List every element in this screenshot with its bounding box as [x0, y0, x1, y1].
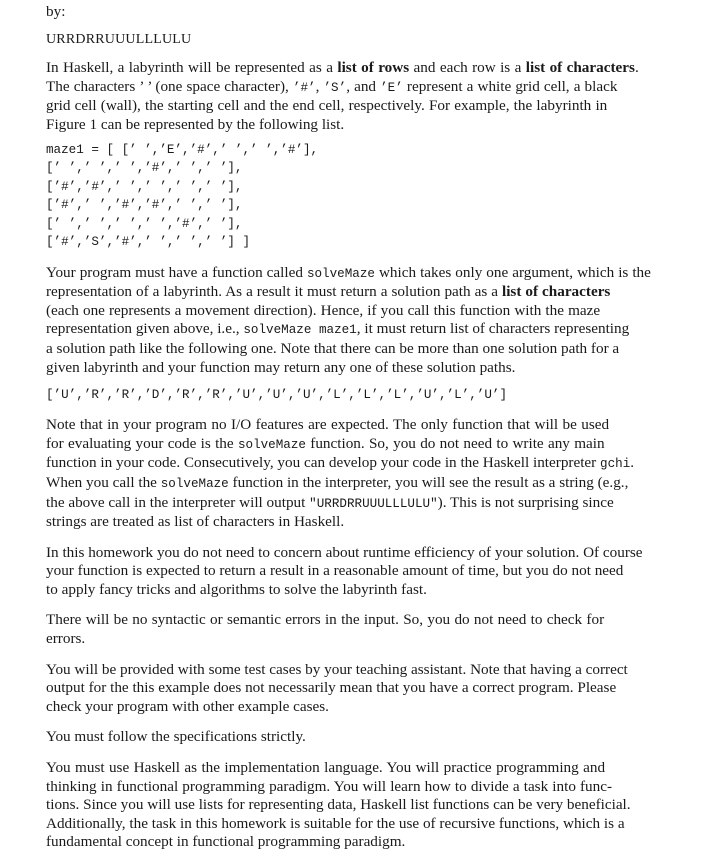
maze-code-block — [46, 141, 673, 252]
haskell-paragraph: You must use Haskell as the implementation language. You will practice programming and thinking in functional programming paradigm. You will learn how to divide a task into func- tions. Since you will use lists for representing data, Haskell list functions can be very beneficial. Additionally, the task in this homework is suitable for the use of recursive functions, which is a fundamental concept in functional programming paradigm. — [46, 759, 631, 851]
maze-line: [’ ’,’ ’,’ ’,’ ’,’#’,’ ’], — [46, 216, 243, 231]
maze-line: maze1 = [ [’ ’,’E’,’#’,’ ’,’ ’,’#’], — [46, 142, 319, 157]
efficiency-paragraph: In this homework you do not need to concern about runtime efficiency of your solution. Of course your function is expected to return a result in a reasonable amount of time, but you do not need to apply fancy tricks and algorithms to solve the labyrinth fast. — [46, 543, 643, 598]
solution-list: [’U’,’R’,’R’,’D’,’R’,’R’,’U’,’U’,’U’,’L’,’L’,’L’,’U’,’L’,’U’] — [46, 388, 508, 403]
solution-string-heading: URRDRRUUULLLULU — [46, 31, 192, 47]
program-paragraph: Your program must have a function called solveMaze which takes only one argument, which is the representation of a labyrinth. As a result it must return a solution path as a list of characters (each one represents a movement direction). Hence, if you call this function with the maze representation given above, i.e., solveMaze maze1, it must return list of characters representing a solution path like the following one. Note that there can be more than one solution path for a given labyrinth and your function may return any one of these solution paths. — [46, 263, 651, 376]
maze-line: [’#’,’S’,’#’,’ ’,’ ’,’ ’] ] — [46, 235, 251, 250]
spec-paragraph: You must follow the specifications strictly. — [46, 728, 306, 746]
maze-line: [’#’,’#’,’ ’,’ ’,’ ’,’ ’], — [46, 179, 243, 194]
errors-paragraph: There will be no syntactic or semantic errors in the input. So, you do not need to check for errors. — [46, 611, 605, 648]
by-label: by: — [46, 3, 66, 20]
maze-line: [’#’,’ ’,’#’,’#’,’ ’,’ ’], — [46, 198, 243, 213]
tests-paragraph: You will be provided with some test cases by your teaching assistant. Note that having a correct output for the this example does not necessarily mean that you have a correct program. Please check your program with other example cases. — [46, 660, 628, 715]
maze-line: [’ ’,’ ’,’ ’,’#’,’ ’,’ ’], — [46, 161, 243, 176]
header-fragment — [46, 3, 673, 49]
intro-paragraph: In Haskell, a labyrinth will be represented as a list of rows and each row is a list of characters. The characters ’ ’ (one space character), ’#’, ’S’, and ’E’ represent a white grid cell, a black grid cell (wall), the starting cell and the end cell, respectively. For example, the labyrinth in Figure 1 can be represented by the following list. — [46, 59, 639, 133]
io-paragraph: Note that in your program no I/O features are expected. The only function that will be used for evaluating your code is the solveMaze function. So, you do not need to write any main function in your code. Consecutively, you can develop your code in the Haskell interpreter gchi. When you call the solveMaze function in the interpreter, you will see the result as a string (e.g., the above call in the interpreter will output "URRDRRUUULLLULU"). This is not surprising since strings are treated as list of characters in Haskell. — [46, 416, 635, 531]
